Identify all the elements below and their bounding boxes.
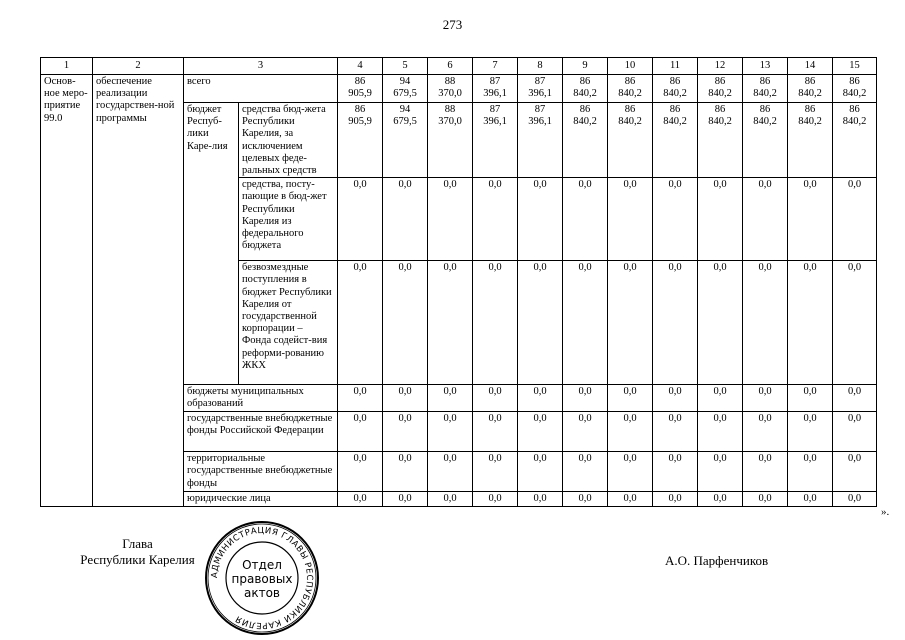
amount-remainder: 396,1 <box>483 88 507 100</box>
amount-cell <box>743 103 788 178</box>
amount-cell: 0,0 <box>608 385 653 412</box>
amount-cell <box>473 103 518 178</box>
stamp-ring-text: АДМИНИСТРАЦИЯ ГЛАВЫ РЕСПУБЛИКИ КАРЕЛИЯ <box>209 525 315 631</box>
amount-cell: 0,0 <box>383 452 428 492</box>
amount-cell: 0,0 <box>833 178 877 261</box>
amount-cell: 0,0 <box>383 492 428 507</box>
amount-thousands: 86 <box>669 104 681 115</box>
amount-cell: 0,0 <box>833 261 877 385</box>
amount-cell: 0,0 <box>788 261 833 385</box>
amount-remainder: 840,2 <box>618 116 642 128</box>
amount-thousands: 87 <box>534 76 546 87</box>
stamp-line1: Отдел <box>242 558 282 572</box>
amount-cell: 0,0 <box>608 261 653 385</box>
amount-cell: 0,0 <box>428 412 473 452</box>
amount-remainder: 905,9 <box>348 116 372 128</box>
amount-cell: 0,0 <box>653 178 698 261</box>
amount-thousands: 86 <box>669 76 681 87</box>
amount-thousands: 86 <box>714 104 726 115</box>
amount-cell <box>698 75 743 103</box>
column-header: 1 <box>41 58 93 75</box>
amount-cell: 0,0 <box>608 492 653 507</box>
stamp-line2: правовых <box>231 572 293 586</box>
funding-source-cell: юридические лица <box>184 492 338 507</box>
amount-cell: 0,0 <box>743 492 788 507</box>
amount-cell <box>428 75 473 103</box>
activity-name-cell: обеспечение реализации государствен-ной программы <box>93 75 184 507</box>
column-header: 13 <box>743 58 788 75</box>
table-row <box>41 75 877 103</box>
amount-remainder: 370,0 <box>438 116 462 128</box>
amount-cell: 0,0 <box>473 492 518 507</box>
amount-thousands: 88 <box>444 104 456 115</box>
amount-remainder: 840,2 <box>708 88 732 100</box>
amount-cell: 0,0 <box>788 452 833 492</box>
funding-source-cell: бюджеты муниципальных образований <box>184 385 338 412</box>
amount-cell: 0,0 <box>428 492 473 507</box>
amount-cell <box>833 75 877 103</box>
amount-thousands: 86 <box>354 104 366 115</box>
amount-remainder: 840,2 <box>618 88 642 100</box>
amount-cell <box>338 75 383 103</box>
amount-cell: 0,0 <box>428 452 473 492</box>
amount-cell <box>473 75 518 103</box>
budget-table <box>40 57 877 507</box>
amount-cell <box>698 103 743 178</box>
amount-cell: 0,0 <box>608 178 653 261</box>
amount-thousands: 88 <box>444 76 456 87</box>
column-header: 12 <box>698 58 743 75</box>
amount-remainder: 679,5 <box>393 88 417 100</box>
column-header: 8 <box>518 58 563 75</box>
amount-remainder: 840,2 <box>842 116 867 128</box>
amount-cell: 0,0 <box>563 178 608 261</box>
amount-cell: 0,0 <box>788 492 833 507</box>
amount-cell: 0,0 <box>563 492 608 507</box>
amount-thousands: 94 <box>399 104 411 115</box>
column-header: 4 <box>338 58 383 75</box>
amount-thousands: 87 <box>534 104 546 115</box>
amount-thousands: 86 <box>579 76 591 87</box>
amount-thousands: 86 <box>354 76 366 87</box>
amount-cell: 0,0 <box>698 492 743 507</box>
amount-cell: 0,0 <box>608 412 653 452</box>
amount-cell: 0,0 <box>563 452 608 492</box>
amount-cell <box>788 103 833 178</box>
amount-cell: 0,0 <box>698 178 743 261</box>
amount-cell: 0,0 <box>833 412 877 452</box>
funding-source-cell: безвозмездные поступления в бюджет Республики Карелия от государственной корпорации – Фонда содейст-вия реформи-рованию ЖКХ <box>239 261 338 385</box>
amount-thousands: 86 <box>759 104 771 115</box>
column-header: 6 <box>428 58 473 75</box>
amount-cell: 0,0 <box>833 385 877 412</box>
amount-cell: 0,0 <box>383 385 428 412</box>
amount-cell: 0,0 <box>383 178 428 261</box>
amount-cell: 0,0 <box>518 261 563 385</box>
amount-remainder: 840,2 <box>753 88 777 100</box>
amount-remainder: 370,0 <box>438 88 462 100</box>
amount-remainder: 396,1 <box>528 88 552 100</box>
amount-cell <box>788 75 833 103</box>
amount-remainder: 840,2 <box>573 116 597 128</box>
amount-thousands: 86 <box>849 104 860 115</box>
amount-cell: 0,0 <box>518 178 563 261</box>
amount-cell <box>563 75 608 103</box>
amount-thousands: 86 <box>579 104 591 115</box>
amount-thousands: 86 <box>804 104 816 115</box>
amount-thousands: 87 <box>489 104 501 115</box>
amount-cell: 0,0 <box>428 261 473 385</box>
signatory-title <box>70 536 205 568</box>
amount-remainder: 840,2 <box>663 116 687 128</box>
amount-cell: 0,0 <box>743 178 788 261</box>
amount-cell <box>833 103 877 178</box>
amount-cell: 0,0 <box>698 452 743 492</box>
amount-cell: 0,0 <box>518 412 563 452</box>
amount-cell: 0,0 <box>608 452 653 492</box>
amount-cell: 0,0 <box>698 385 743 412</box>
header-row <box>41 58 877 75</box>
amount-cell: 0,0 <box>473 178 518 261</box>
column-header: 11 <box>653 58 698 75</box>
amount-cell: 0,0 <box>788 412 833 452</box>
amount-cell: 0,0 <box>563 385 608 412</box>
amount-remainder: 840,2 <box>753 116 777 128</box>
amount-cell: 0,0 <box>338 492 383 507</box>
column-header: 5 <box>383 58 428 75</box>
page-number: 273 <box>442 17 463 32</box>
amount-thousands: 86 <box>624 76 636 87</box>
amount-cell <box>338 103 383 178</box>
funding-source-cell: средства, посту-пающие в бюд-жет Республики Карелия из федерального бюджета <box>239 178 338 261</box>
amount-cell <box>383 103 428 178</box>
amount-cell <box>653 103 698 178</box>
column-header: 10 <box>608 58 653 75</box>
amount-cell: 0,0 <box>338 261 383 385</box>
amount-cell <box>608 75 653 103</box>
budget-group-cell: бюджет Респуб-лики Каре-лия <box>184 103 239 385</box>
amount-remainder: 840,2 <box>708 116 732 128</box>
column-header: 15 <box>833 58 877 75</box>
amount-cell: 0,0 <box>428 385 473 412</box>
column-header: 3 <box>184 58 338 75</box>
amount-cell: 0,0 <box>788 178 833 261</box>
column-header: 2 <box>93 58 184 75</box>
amount-remainder: 396,1 <box>528 116 552 128</box>
amount-cell: 0,0 <box>563 261 608 385</box>
amount-cell: 0,0 <box>653 261 698 385</box>
amount-thousands: 94 <box>399 76 411 87</box>
signatory-title-line1: Глава <box>122 536 153 551</box>
amount-cell <box>653 75 698 103</box>
funding-source-cell: территориальные государственные внебюджетные фонды <box>184 452 338 492</box>
amount-cell: 0,0 <box>473 385 518 412</box>
amount-cell: 0,0 <box>338 412 383 452</box>
amount-remainder: 840,2 <box>798 116 822 128</box>
amount-cell: 0,0 <box>338 178 383 261</box>
column-header: 7 <box>473 58 518 75</box>
amount-cell: 0,0 <box>653 492 698 507</box>
closing-quote: ». <box>881 506 890 518</box>
amount-cell <box>383 75 428 103</box>
amount-cell: 0,0 <box>338 452 383 492</box>
amount-remainder: 905,9 <box>348 88 372 100</box>
amount-remainder: 840,2 <box>663 88 687 100</box>
amount-thousands: 87 <box>489 76 501 87</box>
amount-cell: 0,0 <box>743 452 788 492</box>
amount-thousands: 86 <box>804 76 816 87</box>
amount-cell: 0,0 <box>653 452 698 492</box>
amount-thousands: 86 <box>624 104 636 115</box>
official-stamp <box>203 519 321 637</box>
column-header: 9 <box>563 58 608 75</box>
amount-remainder: 679,5 <box>393 116 417 128</box>
amount-cell: 0,0 <box>473 261 518 385</box>
amount-cell: 0,0 <box>428 178 473 261</box>
amount-remainder: 840,2 <box>573 88 597 100</box>
amount-cell: 0,0 <box>833 452 877 492</box>
amount-cell: 0,0 <box>383 412 428 452</box>
amount-cell <box>743 75 788 103</box>
amount-cell: 0,0 <box>833 492 877 507</box>
amount-cell: 0,0 <box>653 412 698 452</box>
amount-cell: 0,0 <box>383 261 428 385</box>
stamp-line3: актов <box>243 586 281 600</box>
activity-code-cell: Основ-ное меро-приятие 99.0 <box>41 75 93 507</box>
amount-cell: 0,0 <box>518 385 563 412</box>
amount-thousands: 86 <box>714 76 726 87</box>
signatory-name: А.О. Парфенчиков <box>665 553 769 568</box>
amount-remainder: 840,2 <box>842 88 867 100</box>
signatory-title-line2: Республики Карелия <box>80 552 195 567</box>
amount-cell <box>428 103 473 178</box>
amount-thousands: 86 <box>759 76 771 87</box>
amount-cell: 0,0 <box>563 412 608 452</box>
amount-cell: 0,0 <box>473 452 518 492</box>
amount-cell: 0,0 <box>743 385 788 412</box>
amount-cell: 0,0 <box>788 385 833 412</box>
amount-cell: 0,0 <box>518 452 563 492</box>
amount-cell <box>563 103 608 178</box>
amount-cell: 0,0 <box>338 385 383 412</box>
amount-cell: 0,0 <box>518 492 563 507</box>
amount-remainder: 840,2 <box>798 88 822 100</box>
amount-cell <box>518 75 563 103</box>
amount-cell: 0,0 <box>473 412 518 452</box>
amount-cell: 0,0 <box>698 261 743 385</box>
amount-cell <box>518 103 563 178</box>
amount-thousands: 86 <box>849 76 860 87</box>
funding-source-cell: государственные внебюджетные фонды Российской Федерации <box>184 412 338 452</box>
amount-cell: 0,0 <box>653 385 698 412</box>
amount-cell: 0,0 <box>743 261 788 385</box>
amount-cell: 0,0 <box>743 412 788 452</box>
funding-source-cell: всего <box>184 75 338 103</box>
amount-cell <box>608 103 653 178</box>
column-header: 14 <box>788 58 833 75</box>
amount-remainder: 396,1 <box>483 116 507 128</box>
amount-cell: 0,0 <box>698 412 743 452</box>
funding-source-cell: средства бюд-жета Республики Карелия, за исключением целевых феде-ральных средств <box>239 103 338 178</box>
